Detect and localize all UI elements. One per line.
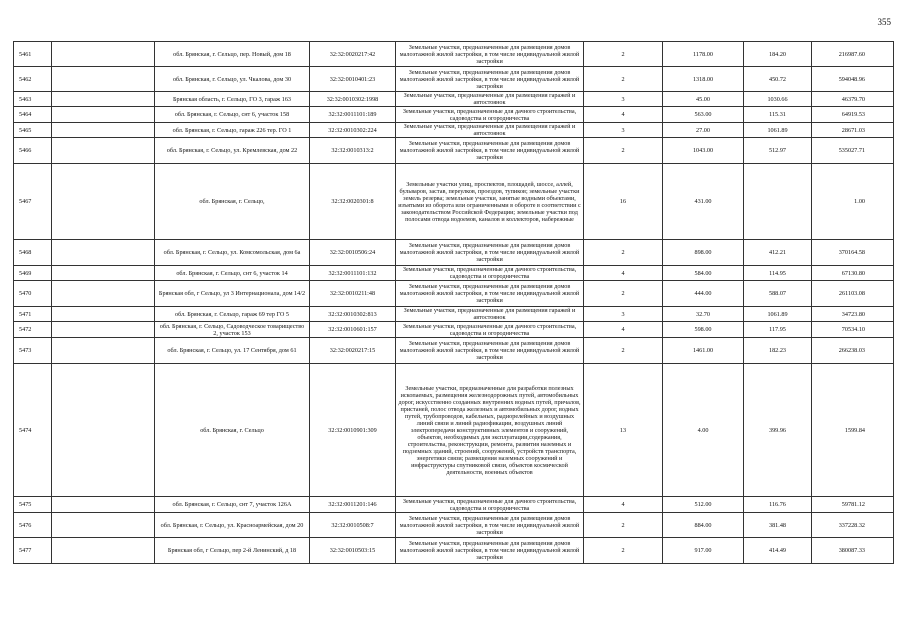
table-row <box>14 138 894 164</box>
cadastral-number-cell: 32:32:0010302:1998 <box>310 92 396 107</box>
cadastral-value-cell: 67130.80 <box>812 266 894 281</box>
specific-value-cell: 115.31 <box>744 107 812 123</box>
cadastral-value-cell: 1.00 <box>812 164 894 240</box>
use-group-cell: 2 <box>584 338 663 364</box>
spacer-cell <box>52 497 155 513</box>
spacer-cell <box>52 538 155 564</box>
address-cell: обл. Брянская, г. Сельцо, гараж 69 тер ГО 5 <box>155 307 310 322</box>
table-row <box>14 107 894 123</box>
use-group-cell: 2 <box>584 538 663 564</box>
specific-value-cell: 450.72 <box>744 67 812 92</box>
specific-value-cell: 114.95 <box>744 266 812 281</box>
permitted-use-cell: Земельные участки улиц, проспектов, площадей, шоссе, аллей, бульваров, застав, переулков, проездов, тупиков; земельные участки земель резерва; земельные участки, занятые водными объектами, изъятыми из оборота или ограниченными в обороте в соответствии с законодательством Российской Федерации; земельные участки под полосами отвода водоемов, каналов и коллекторов, набережные <box>396 164 584 240</box>
area-cell: 563.00 <box>663 107 744 123</box>
area-cell: 1461.00 <box>663 338 744 364</box>
permitted-use-cell: Земельные участки, предназначенные для размещения домов малоэтажной жилой застройки, в том числе индивидуальной жилой застройки <box>396 513 584 538</box>
cadastral-number-cell: 32:32:0011201:146 <box>310 497 396 513</box>
cadastral-number-cell: 32:32:0010506:24 <box>310 240 396 266</box>
area-cell: 598.00 <box>663 322 744 338</box>
area-cell: 584.00 <box>663 266 744 281</box>
permitted-use-cell: Земельные участки, предназначенные для размещения домов малоэтажной жилой застройки, в том числе индивидуальной жилой застройки <box>396 67 584 92</box>
area-cell: 431.00 <box>663 164 744 240</box>
permitted-use-cell: Земельные участки, предназначенные для размещения домов малоэтажной жилой застройки, в том числе индивидуальной жилой застройки <box>396 538 584 564</box>
cadastral-number-cell: 32:32:0020217:15 <box>310 338 396 364</box>
specific-value-cell: 588.07 <box>744 281 812 307</box>
cadastral-number-cell: 32:32:0010313:2 <box>310 138 396 164</box>
permitted-use-cell: Земельные участки, предназначенные для дачного строительства, садоводства и огородничества <box>396 107 584 123</box>
use-group-cell: 4 <box>584 266 663 281</box>
row-number-cell: 5461 <box>14 42 52 67</box>
spacer-cell <box>52 67 155 92</box>
use-group-cell: 16 <box>584 164 663 240</box>
cadastral-number-cell: 32:32:0011101:189 <box>310 107 396 123</box>
area-cell: 1318.00 <box>663 67 744 92</box>
area-cell: 884.00 <box>663 513 744 538</box>
address-cell: обл. Брянская, г. Сельцо, ул. Комсомольская, дом 6а <box>155 240 310 266</box>
table-row <box>14 307 894 322</box>
cadastral-value-cell: 28671.03 <box>812 123 894 138</box>
address-cell: обл. Брянская, г. Сельцо, ул. Кремлевская, дом 22 <box>155 138 310 164</box>
use-group-cell: 2 <box>584 67 663 92</box>
area-cell: 1043.00 <box>663 138 744 164</box>
address-cell: обл. Брянская, г. Сельцо, гараж 226 тер. ГО 1 <box>155 123 310 138</box>
row-number-cell: 5467 <box>14 164 52 240</box>
row-number-cell: 5476 <box>14 513 52 538</box>
spacer-cell <box>52 123 155 138</box>
row-number-cell: 5464 <box>14 107 52 123</box>
cadastral-number-cell: 32:32:0010601:157 <box>310 322 396 338</box>
cadastral-number-cell: 32:32:0010211:48 <box>310 281 396 307</box>
table-body <box>14 42 894 564</box>
page-number: 355 <box>877 17 891 27</box>
spacer-cell <box>52 107 155 123</box>
table-row <box>14 322 894 338</box>
cadastral-value-cell: 70534.10 <box>812 322 894 338</box>
table-row <box>14 513 894 538</box>
table-row <box>14 497 894 513</box>
table-row <box>14 364 894 497</box>
use-group-cell: 3 <box>584 92 663 107</box>
area-cell: 27.00 <box>663 123 744 138</box>
use-group-cell: 2 <box>584 281 663 307</box>
permitted-use-cell: Земельные участки, предназначенные для разработки полезных ископаемых, размещения железнодорожных путей, автомобильных дорог, искусственно созданных внутренних водных путей, причалов, пристаней, полос отвода железных и автомобильных дорог, водных путей, трубопроводов, кабельных, радиорелейных и воздушных линий связи и линий радиофикации, воздушных линий электропередачи конструктивных элементов и сооружений, объектов, необходимых для эксплуатации,содержания, строительства, реконструкции, ремонта, развития наземных и подземных зданий, строений, сооружений, устройств транспорта, энергетики связи; размещения наземных сооружений и инфраструктуры спутниковой связи, объектов космической деятельности, военных объектов <box>396 364 584 497</box>
spacer-cell <box>52 164 155 240</box>
table-row <box>14 92 894 107</box>
cadastral-value-cell: 34723.80 <box>812 307 894 322</box>
row-number-cell: 5475 <box>14 497 52 513</box>
address-cell: обл. Брянская, г. Сельцо, пер. Новый, дом 18 <box>155 42 310 67</box>
area-cell: 444.00 <box>663 281 744 307</box>
area-cell: 1178.00 <box>663 42 744 67</box>
specific-value-cell: 1061.89 <box>744 123 812 138</box>
specific-value-cell: 116.76 <box>744 497 812 513</box>
table-row <box>14 538 894 564</box>
specific-value-cell: 184.20 <box>744 42 812 67</box>
land-plot-registry-table <box>13 41 894 564</box>
row-number-cell: 5463 <box>14 92 52 107</box>
row-number-cell: 5473 <box>14 338 52 364</box>
address-cell: обл. Брянская, г. Сельцо, ул. Красноармейская, дом 20 <box>155 513 310 538</box>
address-cell: обл. Брянская, г. Сельцо, снт 6, участок 14 <box>155 266 310 281</box>
table-row <box>14 164 894 240</box>
address-cell: обл. Брянская, г. Сельцо, снт 6, участок 158 <box>155 107 310 123</box>
row-number-cell: 5470 <box>14 281 52 307</box>
table-row <box>14 266 894 281</box>
cadastral-number-cell: 32:32:0020301:8 <box>310 164 396 240</box>
cadastral-value-cell: 216987.60 <box>812 42 894 67</box>
address-cell: обл. Брянская, г. Сельцо, снт 7, участок 126А <box>155 497 310 513</box>
cadastral-number-cell: 32:32:0020217:42 <box>310 42 396 67</box>
use-group-cell: 4 <box>584 497 663 513</box>
specific-value-cell: 381.48 <box>744 513 812 538</box>
table-row <box>14 67 894 92</box>
spacer-cell <box>52 266 155 281</box>
area-cell: 32.70 <box>663 307 744 322</box>
cadastral-value-cell: 59781.12 <box>812 497 894 513</box>
cadastral-number-cell: 32:32:0010503:15 <box>310 538 396 564</box>
permitted-use-cell: Земельные участки, предназначенные для размещения гаражей и автостоянок <box>396 92 584 107</box>
permitted-use-cell: Земельные участки, предназначенные для размещения домов малоэтажной жилой застройки, в том числе индивидуальной жилой застройки <box>396 42 584 67</box>
use-group-cell: 13 <box>584 364 663 497</box>
area-cell: 4.00 <box>663 364 744 497</box>
cadastral-value-cell: 535027.71 <box>812 138 894 164</box>
address-cell: обл. Брянская, г. Сельцо, <box>155 164 310 240</box>
cadastral-value-cell: 370164.58 <box>812 240 894 266</box>
specific-value-cell: 1061.89 <box>744 307 812 322</box>
spacer-cell <box>52 138 155 164</box>
permitted-use-cell: Земельные участки, предназначенные для размещения гаражей и автостоянок <box>396 307 584 322</box>
cadastral-number-cell: 32:32:0010401:23 <box>310 67 396 92</box>
address-cell: обл. Брянская, г. Сельцо <box>155 364 310 497</box>
cadastral-number-cell: 32:32:0010302:224 <box>310 123 396 138</box>
area-cell: 45.00 <box>663 92 744 107</box>
area-cell: 898.00 <box>663 240 744 266</box>
permitted-use-cell: Земельные участки, предназначенные для дачного строительства, садоводства и огородничества <box>396 266 584 281</box>
address-cell: Брянская обл, г Сельцо, ул 3 Интернационала, дом 14/2 <box>155 281 310 307</box>
cadastral-value-cell: 380087.33 <box>812 538 894 564</box>
spacer-cell <box>52 322 155 338</box>
table-row <box>14 123 894 138</box>
spacer-cell <box>52 307 155 322</box>
permitted-use-cell: Земельные участки, предназначенные для дачного строительства, садоводства и огородничества <box>396 497 584 513</box>
permitted-use-cell: Земельные участки, предназначенные для размещения домов малоэтажной жилой застройки, в том числе индивидуальной жилой застройки <box>396 240 584 266</box>
row-number-cell: 5474 <box>14 364 52 497</box>
spacer-cell <box>52 92 155 107</box>
row-number-cell: 5469 <box>14 266 52 281</box>
specific-value-cell: 399.96 <box>744 364 812 497</box>
address-cell: обл. Брянская, г. Сельцо, ул. 17 Сентября, дом 61 <box>155 338 310 364</box>
spacer-cell <box>52 513 155 538</box>
cadastral-number-cell: 32:32:0010901:309 <box>310 364 396 497</box>
use-group-cell: 4 <box>584 322 663 338</box>
spacer-cell <box>52 281 155 307</box>
address-cell: Брянская обл, г Сельцо, пер 2-й Ленинский, д 18 <box>155 538 310 564</box>
specific-value-cell: 414.49 <box>744 538 812 564</box>
cadastral-value-cell: 594048.96 <box>812 67 894 92</box>
cadastral-value-cell: 1599.84 <box>812 364 894 497</box>
cadastral-number-cell: 32:32:0010508:7 <box>310 513 396 538</box>
specific-value-cell: 1030.66 <box>744 92 812 107</box>
spacer-cell <box>52 338 155 364</box>
cadastral-value-cell: 266238.03 <box>812 338 894 364</box>
specific-value-cell: 117.95 <box>744 322 812 338</box>
row-number-cell: 5465 <box>14 123 52 138</box>
spacer-cell <box>52 42 155 67</box>
use-group-cell: 3 <box>584 307 663 322</box>
address-cell: Брянская область, г. Сельцо, ГО 3, гараж 163 <box>155 92 310 107</box>
cadastral-value-cell: 261103.08 <box>812 281 894 307</box>
permitted-use-cell: Земельные участки, предназначенные для размещения домов малоэтажной жилой застройки, в том числе индивидуальной жилой застройки <box>396 138 584 164</box>
row-number-cell: 5477 <box>14 538 52 564</box>
row-number-cell: 5472 <box>14 322 52 338</box>
table-row <box>14 338 894 364</box>
spacer-cell <box>52 240 155 266</box>
specific-value-cell: 512.97 <box>744 138 812 164</box>
cadastral-value-cell: 46379.70 <box>812 92 894 107</box>
use-group-cell: 2 <box>584 42 663 67</box>
cadastral-value-cell: 337228.32 <box>812 513 894 538</box>
address-cell: обл. Брянская, г. Сельцо, Садоводческое товарищество 2, участок 153 <box>155 322 310 338</box>
address-cell: обл. Брянская, г. Сельцо, ул. Чкалова, дом 30 <box>155 67 310 92</box>
spacer-cell <box>52 364 155 497</box>
area-cell: 917.00 <box>663 538 744 564</box>
use-group-cell: 4 <box>584 107 663 123</box>
table-row <box>14 42 894 67</box>
row-number-cell: 5462 <box>14 67 52 92</box>
row-number-cell: 5468 <box>14 240 52 266</box>
use-group-cell: 3 <box>584 123 663 138</box>
cadastral-number-cell: 32:32:0010302:813 <box>310 307 396 322</box>
use-group-cell: 2 <box>584 138 663 164</box>
specific-value-cell: 412.21 <box>744 240 812 266</box>
permitted-use-cell: Земельные участки, предназначенные для размещения гаражей и автостоянок <box>396 123 584 138</box>
use-group-cell: 2 <box>584 240 663 266</box>
specific-value-cell: 182.23 <box>744 338 812 364</box>
permitted-use-cell: Земельные участки, предназначенные для дачного строительства, садоводства и огородничества <box>396 322 584 338</box>
use-group-cell: 2 <box>584 513 663 538</box>
specific-value-cell <box>744 164 812 240</box>
table-row <box>14 240 894 266</box>
area-cell: 512.00 <box>663 497 744 513</box>
permitted-use-cell: Земельные участки, предназначенные для размещения домов малоэтажной жилой застройки, в том числе индивидуальной жилой застройки <box>396 281 584 307</box>
row-number-cell: 5471 <box>14 307 52 322</box>
row-number-cell: 5466 <box>14 138 52 164</box>
permitted-use-cell: Земельные участки, предназначенные для размещения домов малоэтажной жилой застройки, в том числе индивидуальной жилой застройки <box>396 338 584 364</box>
table-row <box>14 281 894 307</box>
cadastral-number-cell: 32:32:0011101:132 <box>310 266 396 281</box>
cadastral-value-cell: 64919.53 <box>812 107 894 123</box>
